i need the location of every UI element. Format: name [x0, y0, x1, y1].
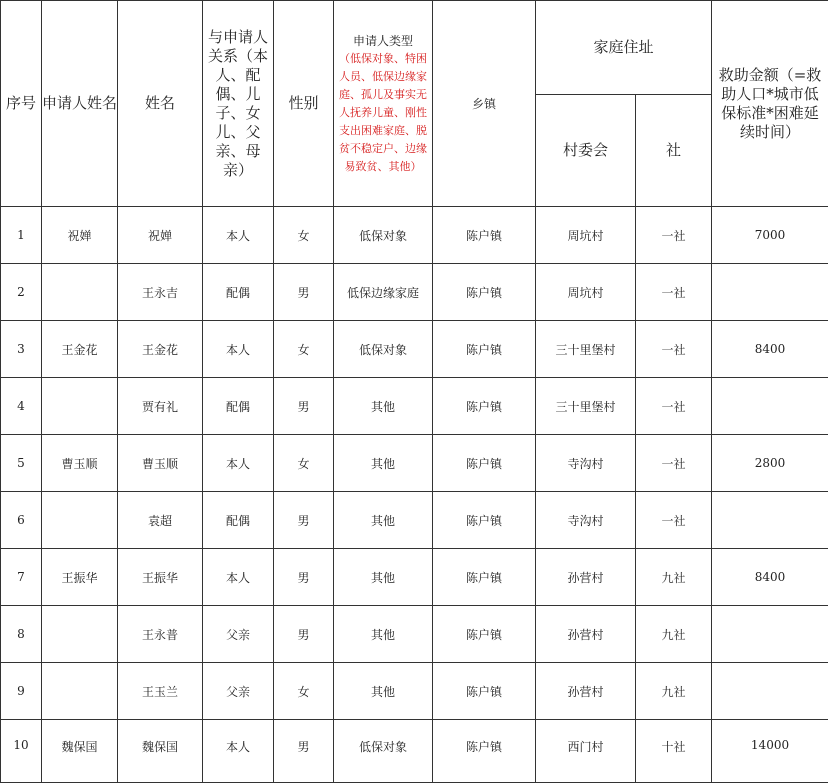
header-group: 社: [636, 95, 712, 207]
cell-town: 陈户镇: [433, 549, 536, 606]
cell-type: 其他: [334, 663, 433, 720]
cell-name: 王永普: [118, 606, 203, 663]
cell-seq: 9: [1, 663, 42, 720]
cell-relation: 本人: [203, 549, 274, 606]
header-type-note: （低保对象、特困人员、低保边缘家庭、孤儿及事实无人抚养儿童、刚性支出困难家庭、脱贫不稳定户、边缘易致贫、其他）: [338, 50, 428, 176]
header-name: 姓名: [118, 1, 203, 207]
header-seq: 序号: [1, 1, 42, 207]
cell-group: 九社: [636, 549, 712, 606]
table-row: [1, 264, 828, 321]
cell-name: 贾有礼: [118, 378, 203, 435]
cell-applicant: 祝婵: [42, 207, 118, 264]
cell-group: 一社: [636, 435, 712, 492]
table-row: [1, 606, 828, 663]
cell-group: 一社: [636, 207, 712, 264]
cell-type: 其他: [334, 606, 433, 663]
cell-type: 低保对象: [334, 207, 433, 264]
cell-name: 王振华: [118, 549, 203, 606]
cell-gender: 男: [274, 492, 334, 549]
cell-type: 其他: [334, 378, 433, 435]
cell-applicant: [42, 606, 118, 663]
cell-group: 一社: [636, 492, 712, 549]
cell-seq: 6: [1, 492, 42, 549]
cell-amount: 2800: [712, 435, 828, 492]
cell-amount: [712, 663, 828, 720]
cell-name: 袁超: [118, 492, 203, 549]
cell-relation: 配偶: [203, 492, 274, 549]
cell-village: 三十里堡村: [536, 378, 636, 435]
header-applicant-name: 申请人姓名: [42, 1, 118, 207]
header-applicant-type: [334, 1, 433, 207]
cell-relation: 父亲: [203, 606, 274, 663]
cell-relation: 本人: [203, 720, 274, 783]
cell-amount: [712, 378, 828, 435]
cell-gender: 女: [274, 663, 334, 720]
cell-type: 低保边缘家庭: [334, 264, 433, 321]
header-address: 家庭住址: [536, 1, 712, 95]
table-row: [1, 492, 828, 549]
cell-gender: 男: [274, 264, 334, 321]
cell-applicant: 王振华: [42, 549, 118, 606]
cell-seq: 5: [1, 435, 42, 492]
cell-applicant: [42, 264, 118, 321]
cell-group: 九社: [636, 606, 712, 663]
cell-relation: 配偶: [203, 264, 274, 321]
table-row: [1, 549, 828, 606]
cell-village: 周坑村: [536, 264, 636, 321]
cell-seq: 8: [1, 606, 42, 663]
cell-amount: 7000: [712, 207, 828, 264]
cell-town: 陈户镇: [433, 435, 536, 492]
cell-amount: [712, 492, 828, 549]
header-town: 乡镇: [433, 1, 536, 207]
cell-relation: 本人: [203, 435, 274, 492]
cell-applicant: 王金花: [42, 321, 118, 378]
cell-amount: 8400: [712, 549, 828, 606]
cell-name: 王永吉: [118, 264, 203, 321]
cell-seq: 1: [1, 207, 42, 264]
header-type-title: 申请人类型: [353, 34, 413, 48]
cell-applicant: [42, 663, 118, 720]
header-village: 村委会: [536, 95, 636, 207]
cell-gender: 女: [274, 321, 334, 378]
cell-village: 寺沟村: [536, 492, 636, 549]
cell-amount: 8400: [712, 321, 828, 378]
header-amount: 救助金额（=救助人口*城市低保标准*困难延续时间）: [712, 1, 828, 207]
table-row: [1, 378, 828, 435]
cell-village: 孙营村: [536, 549, 636, 606]
cell-type: 低保对象: [334, 720, 433, 783]
cell-seq: 10: [1, 720, 42, 783]
cell-group: 九社: [636, 663, 712, 720]
cell-village: 孙营村: [536, 606, 636, 663]
cell-village: 三十里堡村: [536, 321, 636, 378]
cell-name: 王玉兰: [118, 663, 203, 720]
table-body: [1, 207, 828, 783]
cell-gender: 女: [274, 207, 334, 264]
cell-name: 祝婵: [118, 207, 203, 264]
cell-applicant: [42, 492, 118, 549]
cell-relation: 本人: [203, 207, 274, 264]
cell-group: 一社: [636, 378, 712, 435]
cell-amount: [712, 264, 828, 321]
cell-seq: 4: [1, 378, 42, 435]
cell-town: 陈户镇: [433, 663, 536, 720]
cell-gender: 男: [274, 378, 334, 435]
cell-relation: 本人: [203, 321, 274, 378]
cell-amount: 14000: [712, 720, 828, 783]
table-row: [1, 321, 828, 378]
cell-name: 曹玉顺: [118, 435, 203, 492]
cell-town: 陈户镇: [433, 606, 536, 663]
cell-gender: 男: [274, 720, 334, 783]
cell-type: 其他: [334, 435, 433, 492]
cell-gender: 男: [274, 606, 334, 663]
cell-town: 陈户镇: [433, 207, 536, 264]
cell-village: 孙营村: [536, 663, 636, 720]
table-row: [1, 720, 828, 783]
cell-relation: 配偶: [203, 378, 274, 435]
cell-village: 寺沟村: [536, 435, 636, 492]
header-gender: 性别: [274, 1, 334, 207]
cell-town: 陈户镇: [433, 378, 536, 435]
cell-group: 一社: [636, 264, 712, 321]
cell-applicant: 曹玉顺: [42, 435, 118, 492]
cell-gender: 女: [274, 435, 334, 492]
cell-village: 周坑村: [536, 207, 636, 264]
cell-gender: 男: [274, 549, 334, 606]
cell-applicant: [42, 378, 118, 435]
cell-town: 陈户镇: [433, 492, 536, 549]
cell-type: 低保对象: [334, 321, 433, 378]
cell-group: 一社: [636, 321, 712, 378]
cell-amount: [712, 606, 828, 663]
header-relation: 与申请人关系（本人、配偶、儿子、女儿、父亲、母亲）: [203, 1, 274, 207]
cell-village: 西门村: [536, 720, 636, 783]
table-row: [1, 663, 828, 720]
cell-type: 其他: [334, 549, 433, 606]
cell-town: 陈户镇: [433, 264, 536, 321]
cell-town: 陈户镇: [433, 321, 536, 378]
cell-seq: 2: [1, 264, 42, 321]
cell-group: 十社: [636, 720, 712, 783]
cell-name: 魏保国: [118, 720, 203, 783]
cell-seq: 3: [1, 321, 42, 378]
cell-name: 王金花: [118, 321, 203, 378]
cell-seq: 7: [1, 549, 42, 606]
cell-relation: 父亲: [203, 663, 274, 720]
table-row: [1, 435, 828, 492]
cell-type: 其他: [334, 492, 433, 549]
cell-town: 陈户镇: [433, 720, 536, 783]
table-row: [1, 207, 828, 264]
cell-applicant: 魏保国: [42, 720, 118, 783]
